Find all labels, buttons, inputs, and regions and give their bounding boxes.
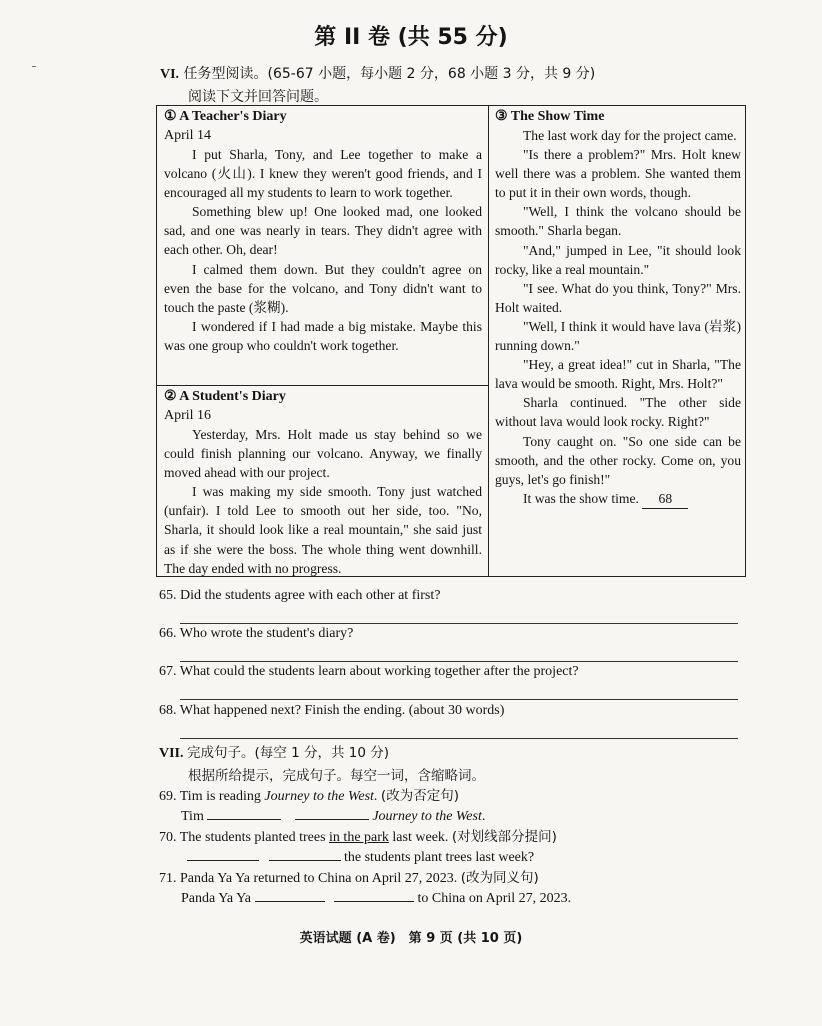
q69-prompt-b: . bbox=[373, 789, 378, 804]
answer-line-65[interactable] bbox=[180, 623, 738, 624]
teacher-diary-title: ① A Teacher's Diary bbox=[164, 109, 287, 124]
student-diary-title: ② A Student's Diary bbox=[164, 389, 286, 404]
q70-note: (对划线部分提问) bbox=[451, 829, 557, 845]
q71-answer-row bbox=[181, 887, 571, 907]
show-time-para: "Well, I think it would have lava (岩浆) running down." bbox=[495, 318, 741, 354]
teacher-diary-box bbox=[157, 106, 488, 386]
question-65: 65. Did the students agree with each other at first? bbox=[159, 588, 441, 603]
show-time-para: "Hey, a great idea!" cut in Sharla, "The lava would be smooth. Right, Mrs. Holt?" bbox=[495, 357, 741, 392]
show-time-para: "And," jumped in Lee, "it should look rocky, like a real mountain." bbox=[495, 242, 741, 277]
show-time-para: Tony caught on. "So one side can be smooth, and the other rocky. Come on, you guys, let's go finish!" bbox=[495, 433, 741, 487]
section-vi-heading bbox=[160, 63, 595, 83]
section-vii-instruction: 根据所给提示，完成句子。每空一词，含缩略词。 bbox=[188, 768, 485, 784]
answer-line-68[interactable] bbox=[180, 738, 738, 739]
q69-blank-1[interactable] bbox=[207, 805, 281, 820]
student-diary-para: Yesterday, Mrs. Holt made us stay behind so we could finish planning our volcano. Anyway, we finally moved ahead with our project. bbox=[164, 427, 482, 481]
q69-prompt-title: Journey to the West bbox=[264, 789, 374, 804]
q69-note: (改为否定句) bbox=[380, 788, 459, 804]
show-time-last-para bbox=[495, 489, 741, 509]
question-68: 68. What happened next? Finish the ending. (about 30 words) bbox=[159, 703, 505, 718]
question-67: 67. What could the students learn about working together after the project? bbox=[159, 664, 579, 679]
page-footer: 英语试题 (A 卷) 第 9 页 (共 10 页) bbox=[299, 931, 523, 946]
q70-ans-end: the students plant trees last week? bbox=[344, 850, 535, 865]
question-69 bbox=[159, 784, 459, 805]
show-time-para: "I see. What do you think, Tony?" Mrs. Holt waited. bbox=[495, 280, 741, 315]
q71-ans-start: Panda Ya Ya bbox=[181, 891, 252, 906]
q69-ans-end: . bbox=[481, 809, 486, 824]
show-time-box bbox=[489, 106, 745, 576]
teacher-diary-para: I wondered if I had made a big mistake. Maybe this was one group who couldn't work together. bbox=[164, 318, 482, 353]
q69-prompt-a: 69. Tim is reading bbox=[159, 789, 265, 804]
q71-blank-1[interactable] bbox=[255, 887, 325, 902]
q71-prompt: 71. Panda Ya Ya returned to China on April 27, 2023. bbox=[159, 871, 458, 886]
question-66: 66. Who wrote the student's diary? bbox=[159, 626, 354, 641]
section-vi-numeral: VI. bbox=[160, 67, 180, 82]
q69-ans-start: Tim bbox=[181, 809, 204, 824]
q71-note: (改为同义句) bbox=[460, 870, 539, 886]
q69-ans-title: Journey to the West bbox=[372, 809, 482, 824]
q70-prompt-a: 70. The students planted trees bbox=[159, 830, 330, 845]
q69-answer-row bbox=[181, 805, 485, 825]
show-time-para: The last work day for the project came. bbox=[523, 128, 737, 143]
q70-blank-2[interactable] bbox=[269, 846, 341, 861]
section-vii-heading bbox=[159, 741, 389, 762]
student-diary-para: I was making my side smooth. Tony just watched (unfair). I told Lee to smooth out her side, too. "No, Sharla, it should look like a real mountain," she said just as if she were the boss. The whole thing went downhill. The day ended with no progress. bbox=[164, 484, 482, 576]
q69-blank-2[interactable] bbox=[295, 805, 369, 820]
q71-blank-2[interactable] bbox=[334, 887, 414, 902]
q71-ans-end: to China on April 27, 2023. bbox=[417, 891, 572, 906]
q70-blank-1[interactable] bbox=[187, 846, 259, 861]
section-vi-instruction: 阅读下文并回答问题。 bbox=[188, 89, 328, 105]
passage-left-column bbox=[157, 106, 489, 576]
scan-mark bbox=[32, 66, 36, 67]
answer-line-67[interactable] bbox=[180, 699, 738, 700]
q70-prompt-b: last week. bbox=[388, 830, 449, 845]
blank-68[interactable]: 68 bbox=[642, 489, 688, 509]
show-time-last-text: It was the show time. bbox=[523, 490, 639, 506]
question-71 bbox=[159, 866, 539, 887]
section-vii-head: 完成句子。(每空 1 分，共 10 分) bbox=[187, 745, 389, 761]
student-diary-box bbox=[157, 386, 488, 576]
teacher-diary-para: I put Sharla, Tony, and Lee together to make a volcano (火山). I knew they weren't good friends, and I encouraged all my students to learn to work together. bbox=[164, 147, 482, 201]
page-title: 第 II 卷 (共 55 分) bbox=[314, 25, 508, 50]
q70-prompt-underlined: in the park bbox=[329, 830, 389, 845]
show-time-title: ③ The Show Time bbox=[495, 109, 605, 124]
q70-answer-row bbox=[187, 846, 534, 866]
teacher-diary-para: I calmed them down. But they couldn't agree on even the base for the volcano, and Tony didn't want to touch the paste (浆糊). bbox=[164, 261, 482, 315]
teacher-diary-para: Something blew up! One looked mad, one looked sad, and one was nearly in tears. They didn't agree with each other. Oh, dear! bbox=[164, 204, 482, 258]
show-time-para: "Well, I think the volcano should be smooth." Sharla began. bbox=[495, 204, 741, 239]
student-diary-date: April 16 bbox=[164, 408, 212, 423]
show-time-para: Sharla continued. "The other side without lava would look rocky. Right?" bbox=[495, 395, 741, 430]
section-vii-numeral: VII. bbox=[159, 746, 184, 761]
teacher-diary-date: April 14 bbox=[164, 128, 212, 143]
passage-right-column bbox=[489, 106, 745, 576]
section-vi-head: 任务型阅读。(65-67 小题，每小题 2 分，68 小题 3 分，共 9 分) bbox=[183, 66, 596, 82]
question-70 bbox=[159, 825, 557, 846]
reading-passage-table bbox=[156, 105, 746, 577]
show-time-para: "Is there a problem?" Mrs. Holt knew well there was a problem. She wanted them to put it in their own words, though. bbox=[495, 147, 741, 201]
answer-line-66[interactable] bbox=[180, 661, 738, 662]
